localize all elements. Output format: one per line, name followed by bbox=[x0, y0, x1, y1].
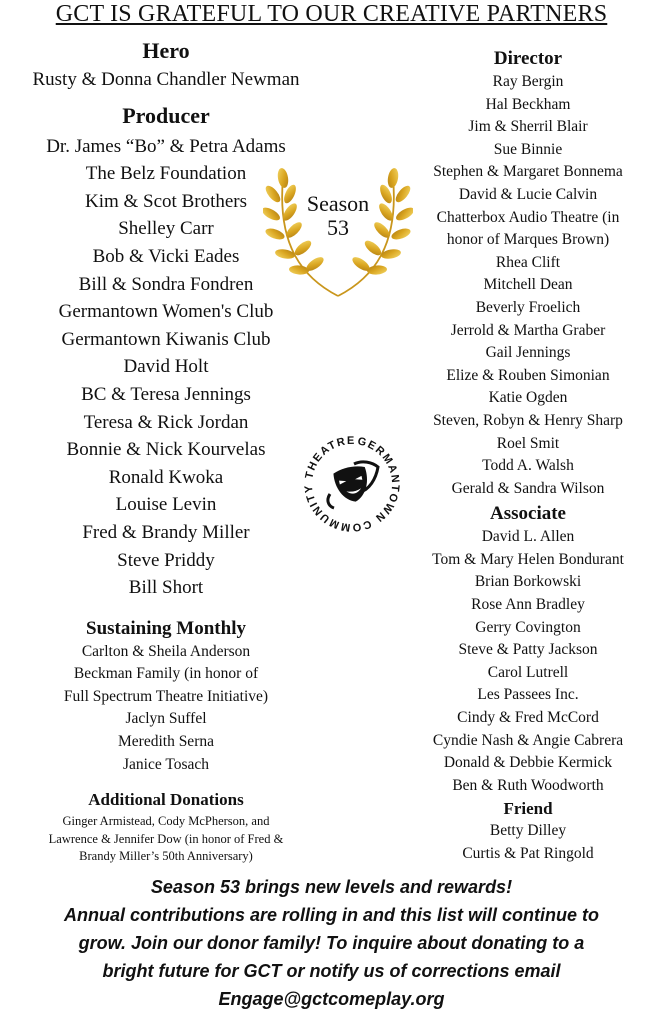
director-name: Sue Binnie bbox=[493, 140, 563, 158]
director-name: Gerald & Sandra Wilson bbox=[451, 479, 605, 497]
additional-line: Lawrence & Jennifer Dow (in honor of Fred & bbox=[48, 831, 284, 846]
producer-name: Germantown Women's Club bbox=[58, 301, 274, 323]
additional-line: Brandy Miller’s 50th Anniversary) bbox=[79, 849, 253, 864]
producer-name: Shelley Carr bbox=[118, 218, 214, 240]
footer-message bbox=[0, 873, 663, 1013]
gct-logo bbox=[300, 432, 404, 536]
footer-line: grow. Join our donor family! To inquire about donating to a bbox=[78, 933, 585, 953]
producer-name: Steve Priddy bbox=[117, 549, 215, 571]
right-column bbox=[408, 47, 648, 866]
associate-name: Rose Ann Bradley bbox=[471, 596, 585, 614]
sustaining-name: Meredith Serna bbox=[118, 733, 214, 751]
sustaining-name: Beckman Family (in honor of bbox=[73, 665, 259, 683]
season-label bbox=[263, 192, 413, 240]
producer-name: Germantown Kiwanis Club bbox=[61, 328, 271, 350]
associate-name: Cyndie Nash & Angie Cabrera bbox=[432, 731, 624, 749]
director-name: Todd A. Walsh bbox=[482, 457, 574, 475]
theatre-masks-logo-icon bbox=[300, 432, 404, 536]
associate-name: Carol Lutrell bbox=[487, 663, 569, 681]
left-column bbox=[0, 36, 332, 866]
director-name: Gail Jennings bbox=[485, 344, 571, 362]
director-name: Stephen & Margaret Bonnema bbox=[433, 163, 623, 181]
sustaining-name: Jaclyn Suffel bbox=[125, 710, 207, 728]
sustaining-name: Full Spectrum Theatre Initiative) bbox=[63, 687, 269, 705]
associate-heading: Associate bbox=[490, 503, 566, 525]
sustaining-name: Carlton & Sheila Anderson bbox=[81, 642, 251, 660]
producer-name: Fred & Brandy Miller bbox=[82, 521, 250, 543]
producer-name: Louise Levin bbox=[115, 494, 217, 516]
producer-name: Bonnie & Nick Kourvelas bbox=[66, 439, 266, 461]
director-name: Jim & Sherril Blair bbox=[468, 118, 588, 136]
associate-name: Donald & Debbie Kermick bbox=[443, 754, 613, 772]
director-name: Beverly Froelich bbox=[475, 298, 581, 316]
friend-name: Betty Dilley bbox=[489, 822, 567, 840]
director-list bbox=[408, 71, 648, 500]
sustaining-heading: Sustaining Monthly bbox=[86, 617, 246, 639]
friend-list bbox=[408, 820, 648, 865]
associate-name: David L. Allen bbox=[481, 528, 575, 546]
footer-line: Engage@gctcomeplay.org bbox=[218, 989, 445, 1009]
season-word: Season bbox=[306, 191, 370, 216]
director-name: Chatterbox Audio Theatre (in bbox=[436, 208, 620, 226]
friend-heading: Friend bbox=[503, 799, 553, 819]
producer-name: Bill Short bbox=[128, 577, 204, 599]
director-name: Katie Ogden bbox=[488, 389, 568, 407]
page-title: GCT IS GRATEFUL TO OUR CREATIVE PARTNERS bbox=[55, 1, 608, 27]
director-name: honor of Marques Brown) bbox=[446, 231, 610, 249]
additional-heading: Additional Donations bbox=[88, 790, 244, 810]
associate-name: Les Passees Inc. bbox=[477, 686, 579, 704]
director-name: Mitchell Dean bbox=[483, 276, 573, 294]
additional-list bbox=[0, 813, 332, 866]
additional-line: Ginger Armistead, Cody McPherson, and bbox=[62, 814, 270, 829]
sustaining-name: Janice Tosach bbox=[123, 755, 209, 773]
producer-name: Dr. James “Bo” & Petra Adams bbox=[46, 135, 286, 157]
footer-line: bright future for GCT or notify us of corrections email bbox=[102, 961, 561, 981]
producer-name: Ronald Kwoka bbox=[108, 466, 224, 488]
producer-name: Bill & Sondra Fondren bbox=[78, 273, 254, 295]
svg-text:GERMANTOWN COMMUNITY THEATRE: GERMANTOWN COMMUNITY THEATRE bbox=[302, 434, 402, 534]
sustaining-list bbox=[0, 641, 332, 777]
producer-heading: Producer bbox=[122, 102, 210, 128]
hero-list bbox=[0, 66, 332, 94]
associate-name: Cindy & Fred McCord bbox=[457, 709, 599, 727]
director-name: Ray Bergin bbox=[492, 73, 564, 90]
director-name: Jerrold & Martha Graber bbox=[450, 321, 606, 339]
director-name: Rhea Clift bbox=[495, 253, 561, 271]
footer-line: Season 53 brings new levels and rewards! bbox=[150, 877, 513, 897]
hero-name: Rusty & Donna Chandler Newman bbox=[32, 69, 300, 90]
producer-name: The Belz Foundation bbox=[85, 163, 247, 185]
associate-name: Gerry Covington bbox=[475, 618, 581, 636]
director-name: Elize & Rouben Simonian bbox=[446, 366, 610, 384]
associate-name: Ben & Ruth Woodworth bbox=[452, 776, 604, 794]
associate-name: Tom & Mary Helen Bondurant bbox=[432, 550, 624, 568]
producer-name: Kim & Scot Brothers bbox=[84, 190, 248, 212]
producer-name: Teresa & Rick Jordan bbox=[83, 411, 249, 433]
producer-name: Bob & Vicki Eades bbox=[92, 245, 240, 267]
associate-list bbox=[408, 526, 648, 797]
footer-line: Annual contributions are rolling in and this list will continue to bbox=[63, 905, 599, 925]
producer-name: David Holt bbox=[123, 356, 209, 378]
director-name: Roel Smit bbox=[496, 434, 560, 452]
director-name: David & Lucie Calvin bbox=[458, 185, 598, 203]
associate-name: Brian Borkowski bbox=[474, 573, 582, 591]
director-name: Hal Beckham bbox=[485, 95, 571, 113]
season-laurel-badge bbox=[263, 166, 413, 300]
friend-name: Curtis & Pat Ringold bbox=[462, 845, 594, 862]
hero-heading: Hero bbox=[142, 38, 190, 63]
director-heading: Director bbox=[493, 48, 563, 69]
producer-name: BC & Teresa Jennings bbox=[81, 383, 251, 405]
season-number: 53 bbox=[327, 215, 349, 240]
associate-name: Steve & Patty Jackson bbox=[458, 641, 598, 659]
director-name: Steven, Robyn & Henry Sharp bbox=[433, 411, 623, 429]
